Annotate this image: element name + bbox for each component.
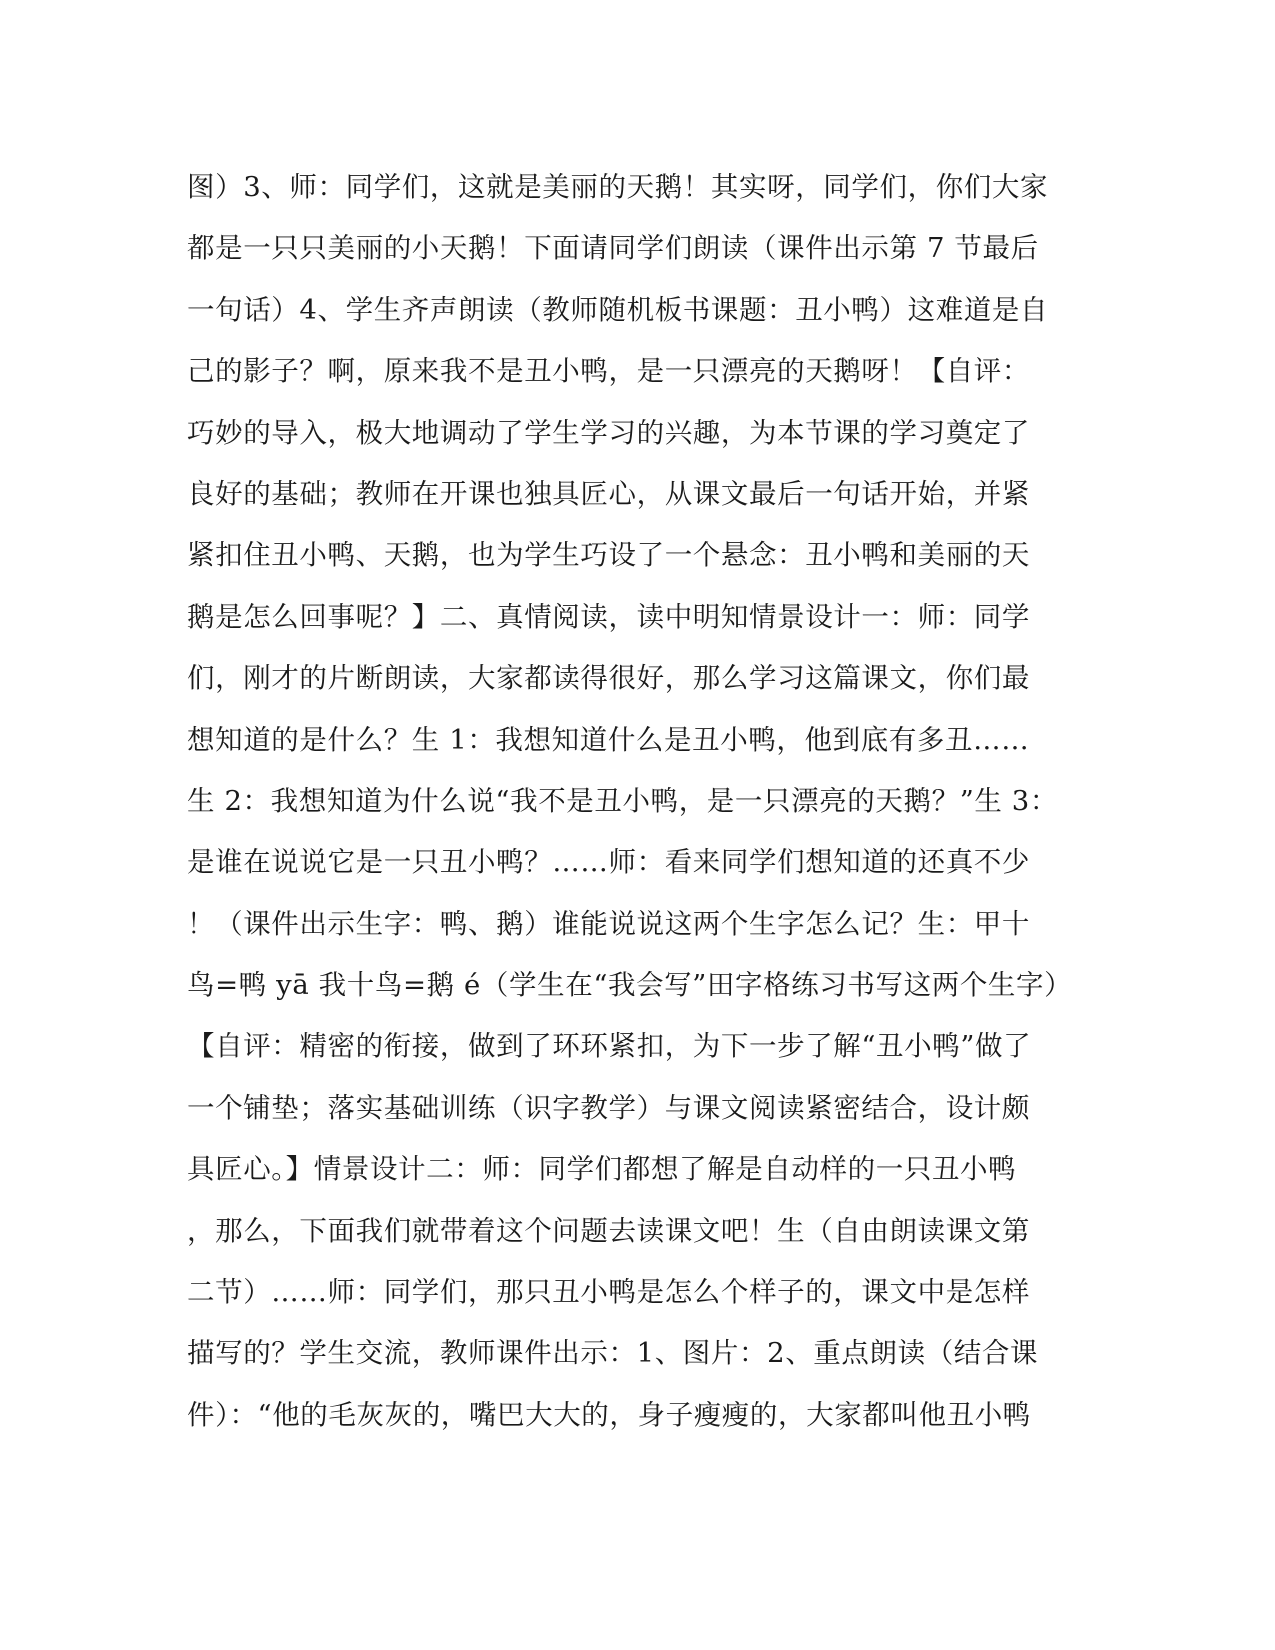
text-line: 们，刚才的片断朗读，大家都读得很好，那么学习这篇课文，你们最 [187,662,1030,695]
text-line: 二节）……师：同学们，那只丑小鸭是怎么个样子的，课文中是怎样 [187,1276,1030,1309]
text-line: 想知道的是什么？生 1：我想知道什么是丑小鸭，他到底有多丑…… [187,723,1030,756]
text-line: 巧妙的导入，极大地调动了学生学习的兴趣，为本节课的学习奠定了 [187,416,1030,449]
text-line: 良好的基础；教师在开课也独具匠心，从课文最后一句话开始，并紧 [187,477,1030,510]
body-text [187,167,1073,1456]
text-line: 一句话）4、学生齐声朗读（教师随机板书课题：丑小鸭）这难道是自 [187,293,1049,326]
text-line: 一个铺垫；落实基础训练（识字教学）与课文阅读紧密结合，设计颇 [187,1091,1030,1124]
text-line: 鸟=鸭 yā 我十鸟=鹅 é（学生在“我会写”田字格练习书写这两个生字） [187,969,1073,1002]
text-line: ！（课件出示生字：鸭、鹅）谁能说说这两个生字怎么记？生：甲十 [187,907,1030,940]
text-line: 具匠心。】情景设计二：师：同学们都想了解是自动样的一只丑小鸭 [187,1153,1017,1186]
text-line: 图）3、师：同学们，这就是美丽的天鹅！其实呀，同学们，你们大家 [187,171,1049,203]
text-line: 都是一只只美丽的小天鹅！下面请同学们朗读（课件出示第 7 节最后 [187,232,1039,265]
text-line: 紧扣住丑小鸭、天鹅，也为学生巧设了一个悬念：丑小鸭和美丽的天 [187,539,1030,572]
text-line: 己的影子？啊，原来我不是丑小鸭，是一只漂亮的天鹅呀！【自评： [187,355,1030,388]
text-line: 【自评：精密的衔接，做到了环环紧扣，为下一步了解“丑小鸭”做了 [187,1030,1032,1063]
text-line: 生 2：我想知道为什么说“我不是丑小鸭，是一只漂亮的天鹅？”生 3： [187,784,1058,817]
text-line: 件）：“他的毛灰灰的，嘴巴大大的，身子瘦瘦的，大家都叫他丑小鸭 [187,1398,1031,1431]
text-line: 是谁在说说它是一只丑小鸭？……师：看来同学们想知道的还真不少 [187,846,1030,879]
text-line: ，那么，下面我们就带着这个问题去读课文吧！生（自由朗读课文第 [187,1214,1030,1247]
text-line: 描写的？学生交流，教师课件出示：1、图片：2、重点朗读（结合课 [187,1337,1039,1370]
text-line: 鹅是怎么回事呢？】二、真情阅读，读中明知情景设计一：师：同学 [187,600,1030,633]
